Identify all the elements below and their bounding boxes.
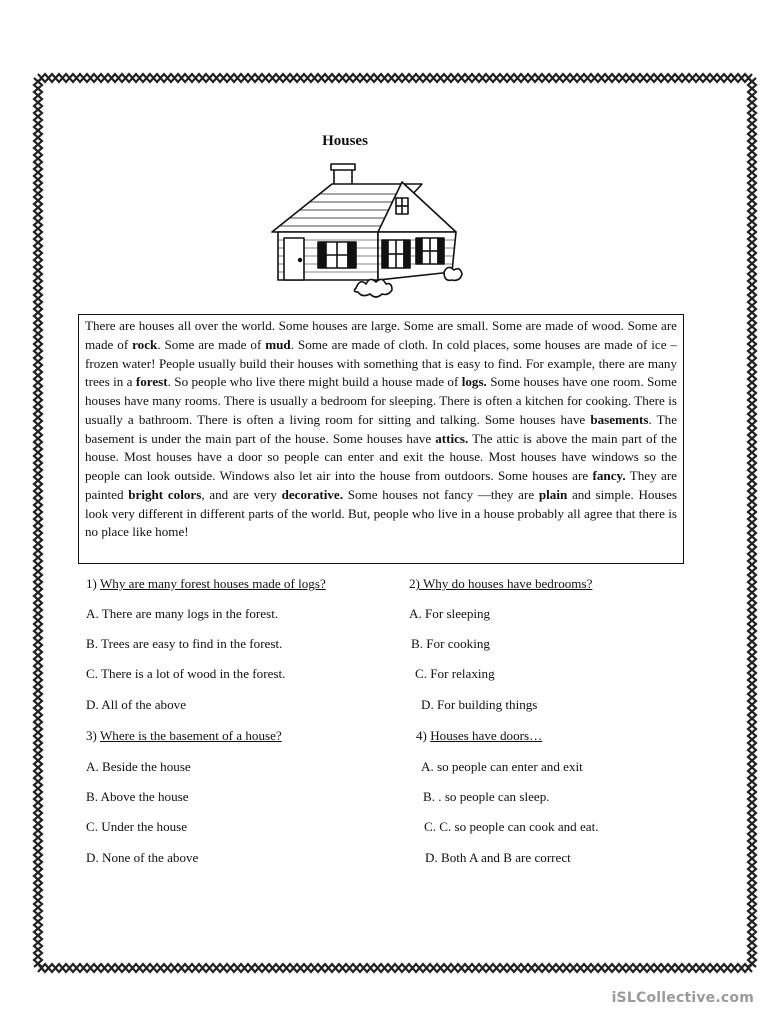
watermark: iSLCollective.com xyxy=(611,990,754,1006)
passage-keyword: rock xyxy=(132,336,158,352)
question-2-text: ) Why do houses have bedrooms? xyxy=(415,576,593,591)
question-1-number: 1) xyxy=(86,576,100,591)
passage-text: The attic is above the main part of the house. Most houses have a door so people can enter and exit the house. Most houses have windows so the people can look outside. Windows also let air into the house from outdoors. Some houses are xyxy=(85,430,677,483)
passage-text: They are painted xyxy=(85,468,677,502)
question-2-number: 2 xyxy=(409,576,416,591)
question-4-option-d: D. Both A and B are correct xyxy=(425,850,571,865)
passage-keyword: plain xyxy=(538,486,568,502)
passage-text: . Some are made of xyxy=(157,336,266,352)
passage-keyword: mud xyxy=(265,336,291,352)
question-4-option-c: C. C. so people can cook and eat. xyxy=(424,819,599,834)
passage-keyword: forest xyxy=(135,374,168,390)
passage-keyword: attics. xyxy=(435,430,469,446)
question-3-option-c: C. Under the house xyxy=(86,819,188,834)
question-2-option-d: D. For building things xyxy=(421,697,538,712)
question-3-number: 3) xyxy=(86,728,100,743)
question-4-number: 4) xyxy=(416,728,431,743)
passage-keyword: basements xyxy=(590,411,649,427)
question-1 xyxy=(86,576,326,592)
reading-passage xyxy=(78,314,684,564)
question-3-option-d: D. None of the above xyxy=(86,850,199,865)
question-1-option-a: A. There are many logs in the forest. xyxy=(86,606,279,621)
passage-text: . The basement is under the main part of the house. Some houses have xyxy=(85,411,678,446)
question-1-text: Why are many forest houses made of logs? xyxy=(99,576,326,591)
passage-text: Some houses have one room. Some houses have many rooms. There is usually a bedroom for sleeping. There is often a kitchen for cooking. There is usually a bathroom. There is often a living room for sitting and talking. Some houses have xyxy=(85,374,677,427)
passage-text: . So people who live there might build a house made of xyxy=(167,374,462,390)
question-1-option-c: C. There is a lot of wood in the forest. xyxy=(86,666,286,681)
page-title: Houses xyxy=(322,133,368,149)
question-4-text: Houses have doors… xyxy=(430,728,543,743)
passage-text: and simple. Houses look very different in different parts of the world. But, people who live in a house probably all agree that there is no place like home! xyxy=(85,486,678,540)
question-2-option-c: C. For relaxing xyxy=(415,666,495,681)
question-2-option-b: B. For cooking xyxy=(411,636,490,651)
passage-keyword: logs. xyxy=(461,374,487,390)
question-3 xyxy=(86,728,282,744)
question-2 xyxy=(409,576,592,592)
passage-keyword: decorative. xyxy=(281,486,344,502)
question-4-option-a: A. so people can enter and exit xyxy=(421,759,583,774)
house-illustration xyxy=(270,160,470,300)
passage-text: , and are very xyxy=(201,486,282,502)
question-3-option-b: B. Above the house xyxy=(86,789,189,804)
question-1-option-b: B. Trees are easy to find in the forest. xyxy=(86,636,283,651)
passage-keyword: fancy. xyxy=(592,468,626,483)
question-1-option-d: D. All of the above xyxy=(86,697,186,712)
passage-text: There are houses all over the world. Some houses are large. Some are small. Some are made of wood. Some are made of xyxy=(85,318,677,352)
question-3-text: Where is the basement of a house? xyxy=(99,728,282,743)
question-3-option-a: A. Beside the house xyxy=(86,759,191,774)
question-4 xyxy=(416,728,542,744)
passage-text: . Some are made of cloth. In cold places, some houses are made of ice – frozen water! People usually build their houses with something that is easy to find. For example, there are many trees in a xyxy=(85,336,677,390)
passage-text: Some houses not fancy —they are xyxy=(343,486,539,502)
passage-keyword: bright colors xyxy=(128,486,202,502)
question-4-option-b: B. . so people can sleep. xyxy=(423,789,550,804)
question-2-option-a: A. For sleeping xyxy=(409,606,491,621)
